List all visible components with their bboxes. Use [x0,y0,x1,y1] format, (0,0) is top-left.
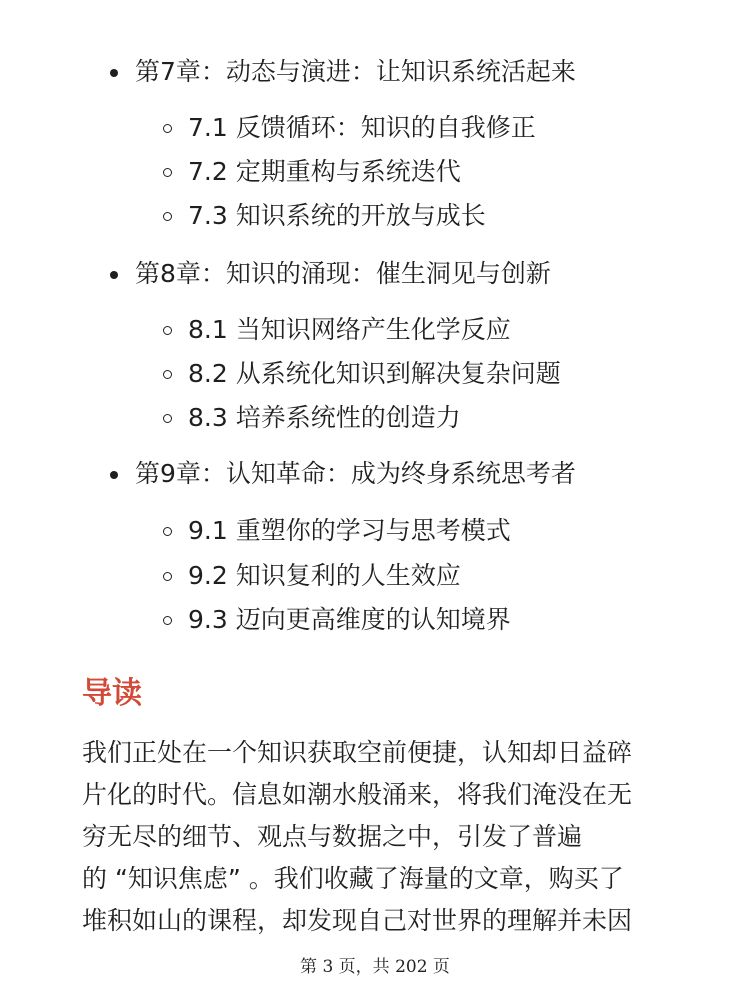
circle-bullet-icon [163,370,172,379]
circle-bullet-icon [163,527,172,536]
section-title: 7.1 反馈循环：知识的自我修正 [188,113,536,142]
section-title: 7.3 知识系统的开放与成长 [188,201,486,230]
toc-section-7-1 [188,111,536,145]
toc-section-8-1 [188,313,511,347]
intro-paragraph [82,736,682,946]
chapter-title: 第8章：知识的涌现：催生洞见与创新 [135,259,551,288]
bullet-icon [110,271,118,279]
paragraph-line: 我们正处在一个知识获取空前便捷，认知却日益碎 [82,738,633,767]
circle-bullet-icon [163,212,172,221]
circle-bullet-icon [163,326,172,335]
section-title: 8.2 从系统化知识到解决复杂问题 [188,359,561,388]
paragraph-line: 片化的时代。信息如潮水般涌来，将我们淹没在无 [82,780,633,809]
intro-heading: 导读 [82,676,142,711]
chapter-title: 第9章：认知革命：成为终身系统思考者 [135,459,576,488]
section-title: 8.3 培养系统性的创造力 [188,403,461,432]
paragraph-line: 堆积如山的课程，却发现自己对世界的理解并未因 [82,906,633,935]
circle-bullet-icon [163,572,172,581]
section-title: 9.1 重塑你的学习与思考模式 [188,516,511,545]
toc-chapter-7 [135,55,576,89]
toc-section-8-3 [188,401,461,435]
circle-bullet-icon [163,168,172,177]
section-title: 9.3 迈向更高维度的认知境界 [188,605,511,634]
page-number-footer: 第 3 页，共 202 页 [300,957,450,977]
paragraph-line: 穷无尽的细节、观点与数据之中，引发了普遍 [82,822,583,851]
toc-section-9-3 [188,603,511,637]
paragraph-line: 的 “知识焦虑” 。我们收藏了海量的文章，购买了 [82,864,624,893]
bullet-icon [110,471,118,479]
toc-section-7-2 [188,155,461,189]
toc-section-9-2 [188,559,461,593]
circle-bullet-icon [163,616,172,625]
section-title: 9.2 知识复利的人生效应 [188,561,461,590]
toc-chapter-8 [135,257,551,291]
chapter-title: 第7章：动态与演进：让知识系统活起来 [135,57,576,86]
section-title: 7.2 定期重构与系统迭代 [188,157,461,186]
toc-section-7-3 [188,199,486,233]
circle-bullet-icon [163,124,172,133]
toc-section-8-2 [188,357,561,391]
circle-bullet-icon [163,414,172,423]
section-title: 8.1 当知识网络产生化学反应 [188,315,511,344]
toc-chapter-9 [135,457,576,491]
bullet-icon [110,69,118,77]
toc-section-9-1 [188,514,511,548]
